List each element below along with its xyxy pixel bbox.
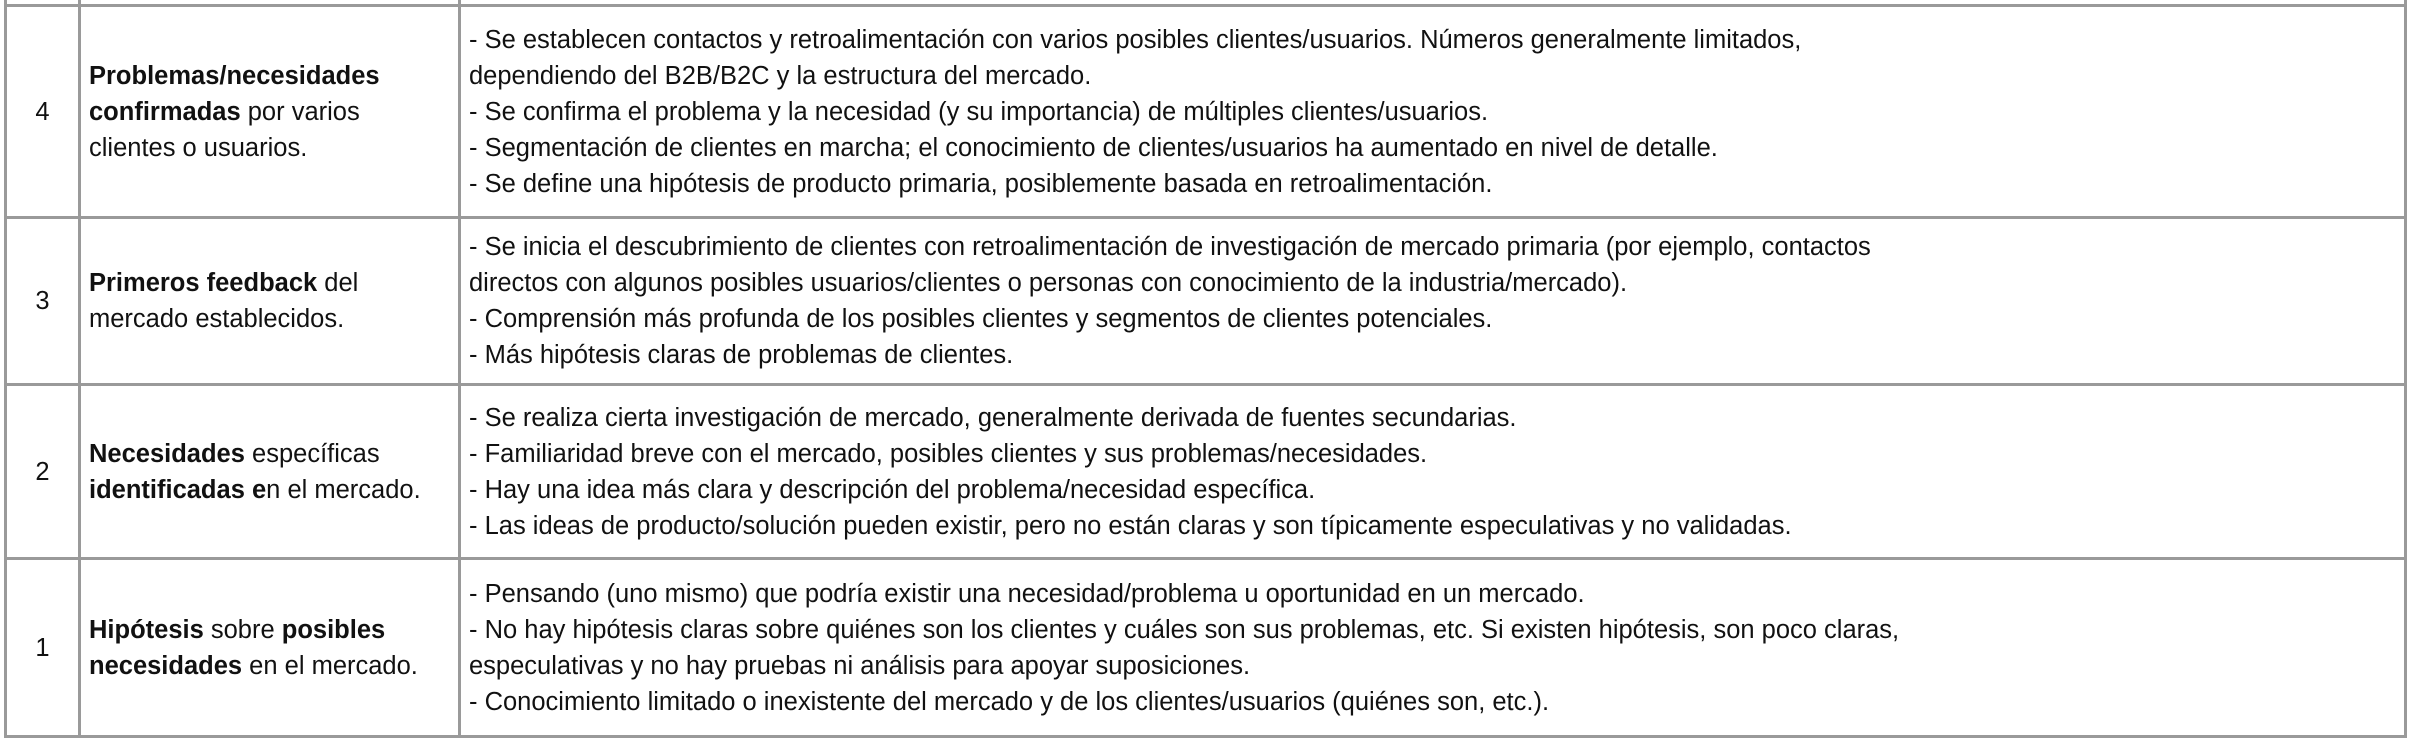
description-line	[89, 265, 450, 337]
description-text: específicas	[244, 439, 380, 468]
table-body	[6, 0, 2406, 737]
description-cell	[80, 559, 460, 737]
table-row	[6, 218, 2406, 385]
description-text: el mercado.	[284, 651, 418, 680]
detail-line: - Se inicia el descubrimiento de clientes con retroalimentación de investigación de mercado primaria (por ejemplo, contactos	[469, 233, 1871, 261]
description-text: sobre	[203, 615, 282, 644]
details-cell	[460, 218, 2406, 385]
description-text: varios clientes o usuarios.	[89, 97, 360, 162]
detail-line: dependiendo del B2B/B2C y la estructura del mercado.	[469, 61, 1092, 90]
detail-line: - Se establecen contactos y retroalimentación con varios posibles clientes/usuarios. Números generalmente limitados,	[469, 25, 1802, 54]
details-cell	[460, 385, 2406, 559]
detail-line: especulativas y no hay pruebas ni análisis para apoyar suposiciones.	[469, 651, 1251, 680]
detail-line: - Se define una hipótesis de producto primaria, posiblemente basada en retroalimentación.	[469, 169, 1493, 198]
description-text: establecidos.	[195, 305, 345, 333]
description-bold: posibles necesidades	[89, 615, 386, 680]
description-bold: identificadas e	[89, 475, 267, 504]
description-text: por	[240, 97, 285, 126]
level-cell	[6, 6, 80, 218]
detail-line: - Conocimiento limitado o inexistente del mercado y de los clientes/usuarios (quiénes son, etc.).	[469, 687, 1550, 716]
description-line	[89, 436, 450, 508]
description-cell	[80, 218, 460, 385]
description-bold: Necesidades	[89, 439, 245, 468]
level-cell	[6, 559, 80, 737]
detail-line: - Comprensión más profunda de los posibles clientes y segmentos de clientes potenciales.	[469, 305, 1493, 333]
description-line	[89, 58, 450, 166]
detail-line: - Más hipótesis claras de problemas de clientes.	[469, 341, 1014, 369]
detail-line: - Segmentación de clientes en marcha; el conocimiento de clientes/usuarios ha aumentado en nivel de detalle.	[469, 133, 1718, 162]
detail-line: - Se realiza cierta investigación de mercado, generalmente derivada de fuentes secundarias.	[469, 403, 1517, 432]
table-row	[6, 6, 2406, 218]
description-cell	[80, 6, 460, 218]
description-bold: Problemas/necesidades confirmadas	[89, 61, 380, 126]
description-bold: Hipótesis	[89, 615, 204, 644]
description-text: n	[266, 475, 281, 504]
description-bold: Primeros feedback	[89, 269, 318, 297]
table-row	[6, 559, 2406, 737]
detail-line: - Pensando (uno mismo) que podría existir una necesidad/problema u oportunidad en un mercado.	[469, 579, 1585, 608]
detail-line: - No hay hipótesis claras sobre quiénes son los clientes y cuáles son sus problemas, etc. Si existen hipótesis, son poco claras,	[469, 615, 1900, 644]
description-line	[89, 612, 450, 684]
level-number: 2	[35, 457, 50, 486]
readiness-level-table	[4, 0, 2407, 738]
level-number: 3	[35, 287, 50, 315]
description-cell	[80, 385, 460, 559]
details-cell	[460, 6, 2406, 218]
detail-line: directos con algunos posibles usuarios/clientes o personas con conocimiento de la industria/mercado).	[469, 269, 1628, 297]
details-cell	[460, 559, 2406, 737]
detail-line: - Hay una idea más clara y descripción del problema/necesidad específica.	[469, 475, 1316, 504]
level-number: 4	[35, 97, 50, 126]
description-text: del mercado	[89, 269, 359, 333]
detail-line: - Familiaridad breve con el mercado, posibles clientes y sus problemas/necesidades.	[469, 439, 1428, 468]
description-text: en	[242, 651, 278, 680]
level-cell	[6, 385, 80, 559]
description-text: el mercado.	[287, 475, 421, 504]
detail-line: - Se confirma el problema y la necesidad (y su importancia) de múltiples clientes/usuarios.	[469, 97, 1489, 126]
level-cell	[6, 218, 80, 385]
detail-line: - Las ideas de producto/solución pueden existir, pero no están claras y son típicamente especulativas y no validadas.	[469, 511, 1792, 540]
level-number: 1	[35, 633, 50, 662]
table-row	[6, 385, 2406, 559]
